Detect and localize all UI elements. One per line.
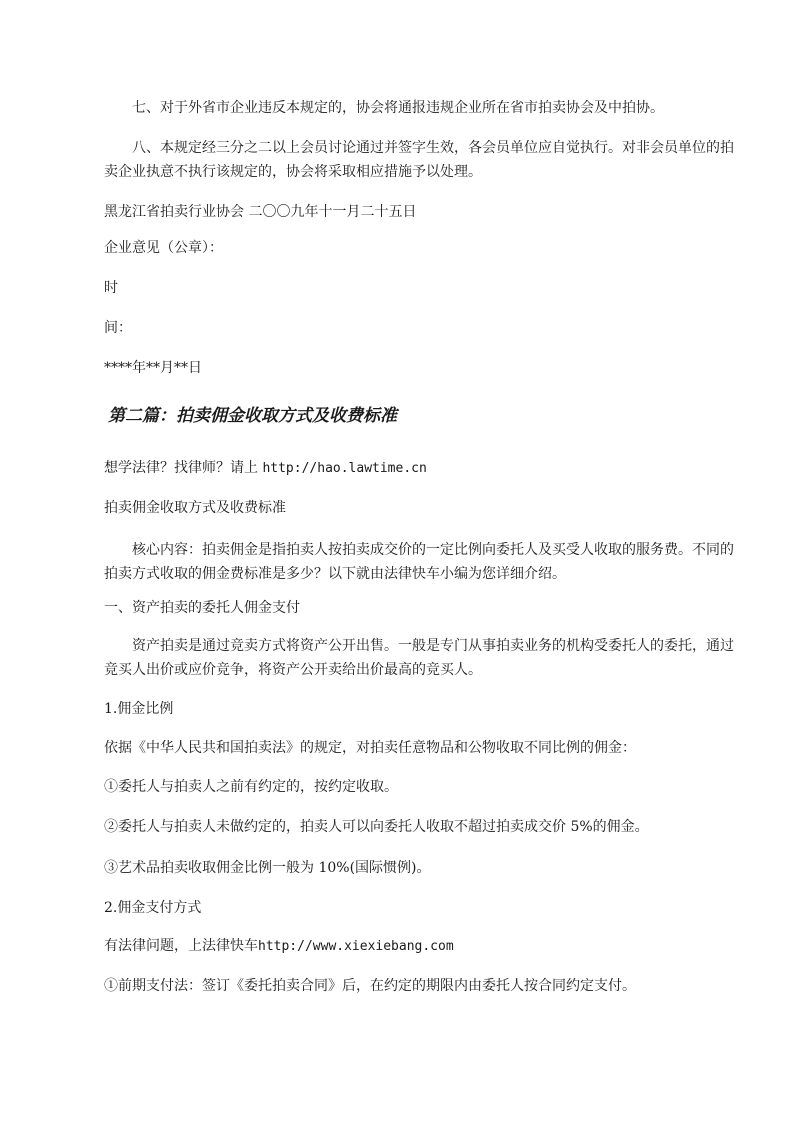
time-label-part1: 时	[104, 280, 118, 296]
lawyer-promo-line	[104, 456, 734, 481]
auction-law-paragraph: 依据《中华人民共和国拍卖法》的规定，对拍卖任意物品和公物收取不同比例的佣金：	[104, 740, 636, 756]
core-content-paragraph: 核心内容：拍卖佣金是指拍卖人按拍卖成交价的一定比例向委托人及买受人收取的服务费。不同的拍卖方式收取的佣金费标准是多少？以下就由法律快车小编为您详细介绍。	[104, 542, 734, 582]
time-label-part2: 间：	[104, 320, 132, 336]
prepayment-method: ①前期支付法：签订《委托拍卖合同》后，在约定的期限内由委托人按合同约定支付。	[104, 978, 636, 994]
legal-help-text: 有法律问题，上法律快车	[104, 938, 258, 954]
payment-method-heading: 2.佣金支付方式	[104, 900, 202, 916]
clause-eight: 八、本规定经三分之二以上会员讨论通过并签字生效，各会员单位应自觉执行。对非会员单位的拍卖企业执意不执行该规定的，协会将采取相应措施予以处理。	[104, 140, 734, 180]
clause-seven: 七、对于外省市企业违反本规定的，协会将通报违规企业所在省市拍卖协会及中拍协。	[132, 100, 664, 116]
association-signature-date: 黑龙江省拍卖行业协会 二〇〇九年十一月二十五日	[104, 204, 417, 220]
legal-help-promo-line	[104, 934, 734, 959]
lawyer-promo-text: 想学法律？找律师？请上	[104, 460, 263, 476]
subtitle: 拍卖佣金收取方式及收费标准	[104, 500, 286, 516]
lawtime-link[interactable]: http://hao.lawtime.cn	[262, 461, 427, 476]
item-two: ②委托人与拍卖人未做约定的，拍卖人可以向委托人收取不超过拍卖成交价 5%的佣金。	[104, 819, 649, 835]
asset-auction-paragraph: 资产拍卖是通过竞卖方式将资产公开出售。一般是专门从事拍卖业务的机构受委托人的委托，通过竞买人出价或应价竞争，将资产公开卖给出价最高的竞买人。	[104, 638, 734, 678]
section-heading: 第二篇：拍卖佣金收取方式及收费标准	[108, 406, 397, 426]
commission-ratio-heading: 1.佣金比例	[104, 701, 174, 717]
section-one-heading: 一、资产拍卖的委托人佣金支付	[104, 600, 300, 616]
xiexiebang-link[interactable]: http://www.xiexiebang.com	[258, 939, 454, 954]
company-opinion-seal: 企业意见（公章）：	[104, 240, 223, 256]
item-one: ①委托人与拍卖人之前有约定的，按约定收取。	[104, 779, 398, 795]
date-placeholder: ****年**月**日	[104, 360, 202, 376]
item-three: ③艺术品拍卖收取佣金比例一般为 10%(国际惯例)。	[104, 860, 431, 876]
